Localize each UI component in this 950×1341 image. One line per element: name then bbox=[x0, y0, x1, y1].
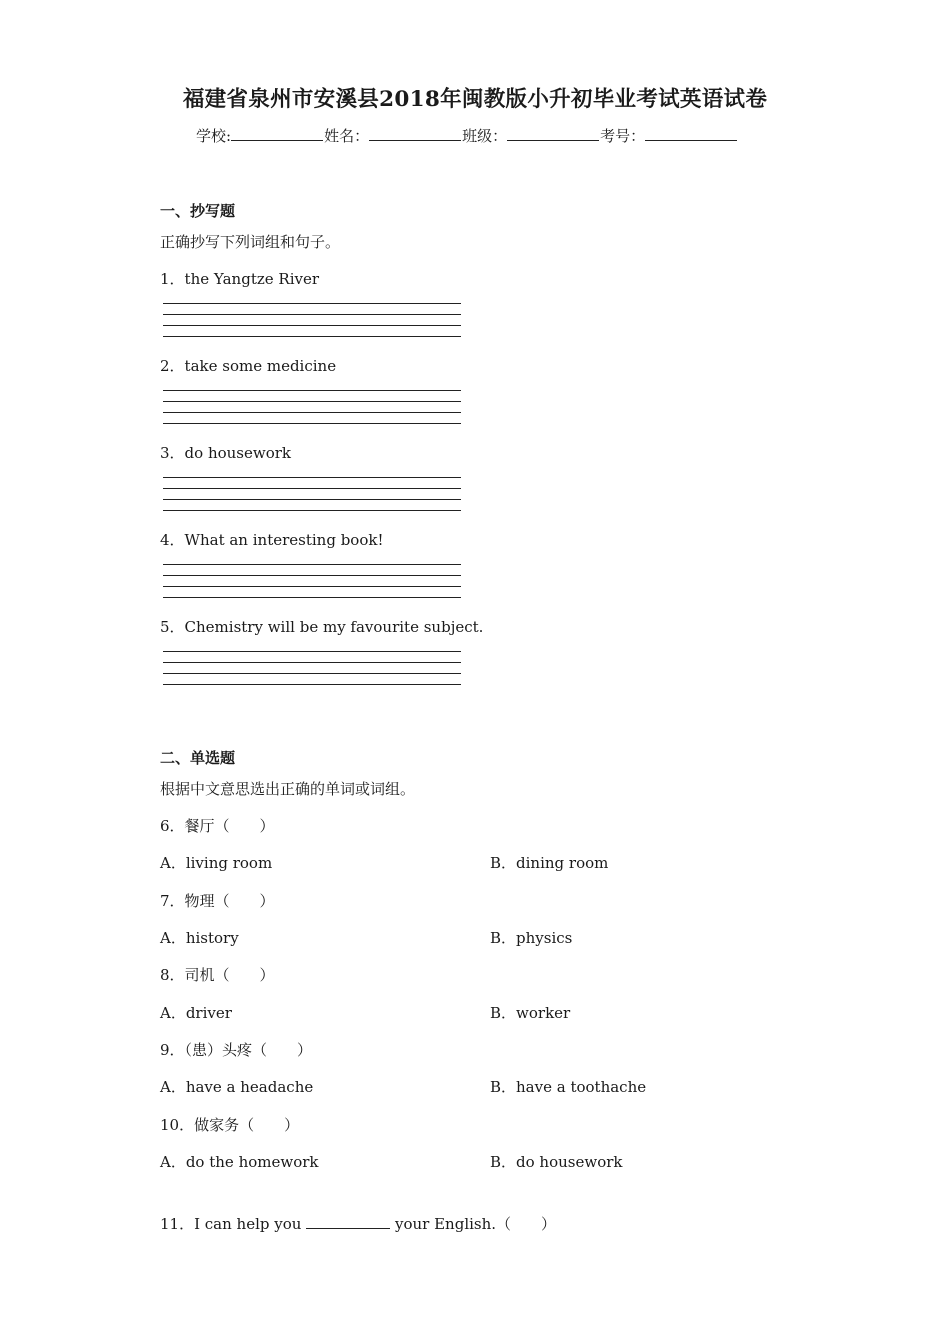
option-9-b[interactable]: B．have a toothache bbox=[490, 1078, 647, 1096]
option-7-a[interactable]: A．history bbox=[160, 929, 239, 947]
name-field[interactable] bbox=[369, 127, 461, 141]
question-6: 6．餐厅（ ） bbox=[160, 817, 275, 835]
section2-heading: 二、单选题 bbox=[160, 749, 236, 767]
copy-item-3: 3．do housework bbox=[160, 444, 292, 462]
school-label: 学校: bbox=[196, 127, 232, 145]
name-label: 姓名： bbox=[324, 127, 370, 145]
question-11-blank[interactable] bbox=[306, 1215, 390, 1229]
question-11 bbox=[160, 1213, 556, 1234]
section1-instruction: 正确抄写下列词组和句子。 bbox=[160, 233, 341, 251]
copy-item-1: 1．the Yangtze River bbox=[160, 270, 320, 288]
student-info-line bbox=[196, 125, 738, 146]
school-field[interactable] bbox=[231, 127, 323, 141]
writing-lines-3[interactable] bbox=[163, 477, 461, 517]
copy-item-2: 2．take some medicine bbox=[160, 357, 337, 375]
option-8-b[interactable]: B．worker bbox=[490, 1004, 571, 1022]
option-10-b[interactable]: B．do housework bbox=[490, 1153, 623, 1171]
writing-lines-1[interactable] bbox=[163, 303, 461, 343]
option-10-a[interactable]: A．do the homework bbox=[160, 1153, 319, 1171]
writing-lines-5[interactable] bbox=[163, 651, 461, 691]
section2-instruction: 根据中文意思选出正确的单词或词组。 bbox=[160, 780, 416, 798]
option-6-b[interactable]: B．dining room bbox=[490, 854, 609, 872]
number-label: 考号： bbox=[600, 127, 646, 145]
copy-item-5: 5．Chemistry will be my favourite subject. bbox=[160, 618, 484, 636]
question-9: 9．（患）头疼（ ） bbox=[160, 1041, 313, 1059]
class-label: 班级： bbox=[462, 127, 508, 145]
writing-lines-2[interactable] bbox=[163, 390, 461, 430]
option-9-a[interactable]: A．have a headache bbox=[160, 1078, 314, 1096]
question-11-end: your English.（ ） bbox=[395, 1215, 557, 1233]
class-field[interactable] bbox=[507, 127, 599, 141]
writing-lines-4[interactable] bbox=[163, 564, 461, 604]
question-8: 8．司机（ ） bbox=[160, 966, 275, 984]
question-10: 10．做家务（ ） bbox=[160, 1116, 300, 1134]
section1-heading: 一、抄写题 bbox=[160, 202, 236, 220]
number-field[interactable] bbox=[645, 127, 737, 141]
option-6-a[interactable]: A．living room bbox=[160, 854, 273, 872]
option-7-b[interactable]: B．physics bbox=[490, 929, 573, 947]
question-11-start: 11．I can help you bbox=[160, 1215, 302, 1233]
question-7: 7．物理（ ） bbox=[160, 892, 275, 910]
copy-item-4: 4．What an interesting book! bbox=[160, 531, 384, 549]
exam-title: 福建省泉州市安溪县2018年闽教版小升初毕业考试英语试卷 bbox=[182, 87, 768, 112]
option-8-a[interactable]: A．driver bbox=[160, 1004, 232, 1022]
